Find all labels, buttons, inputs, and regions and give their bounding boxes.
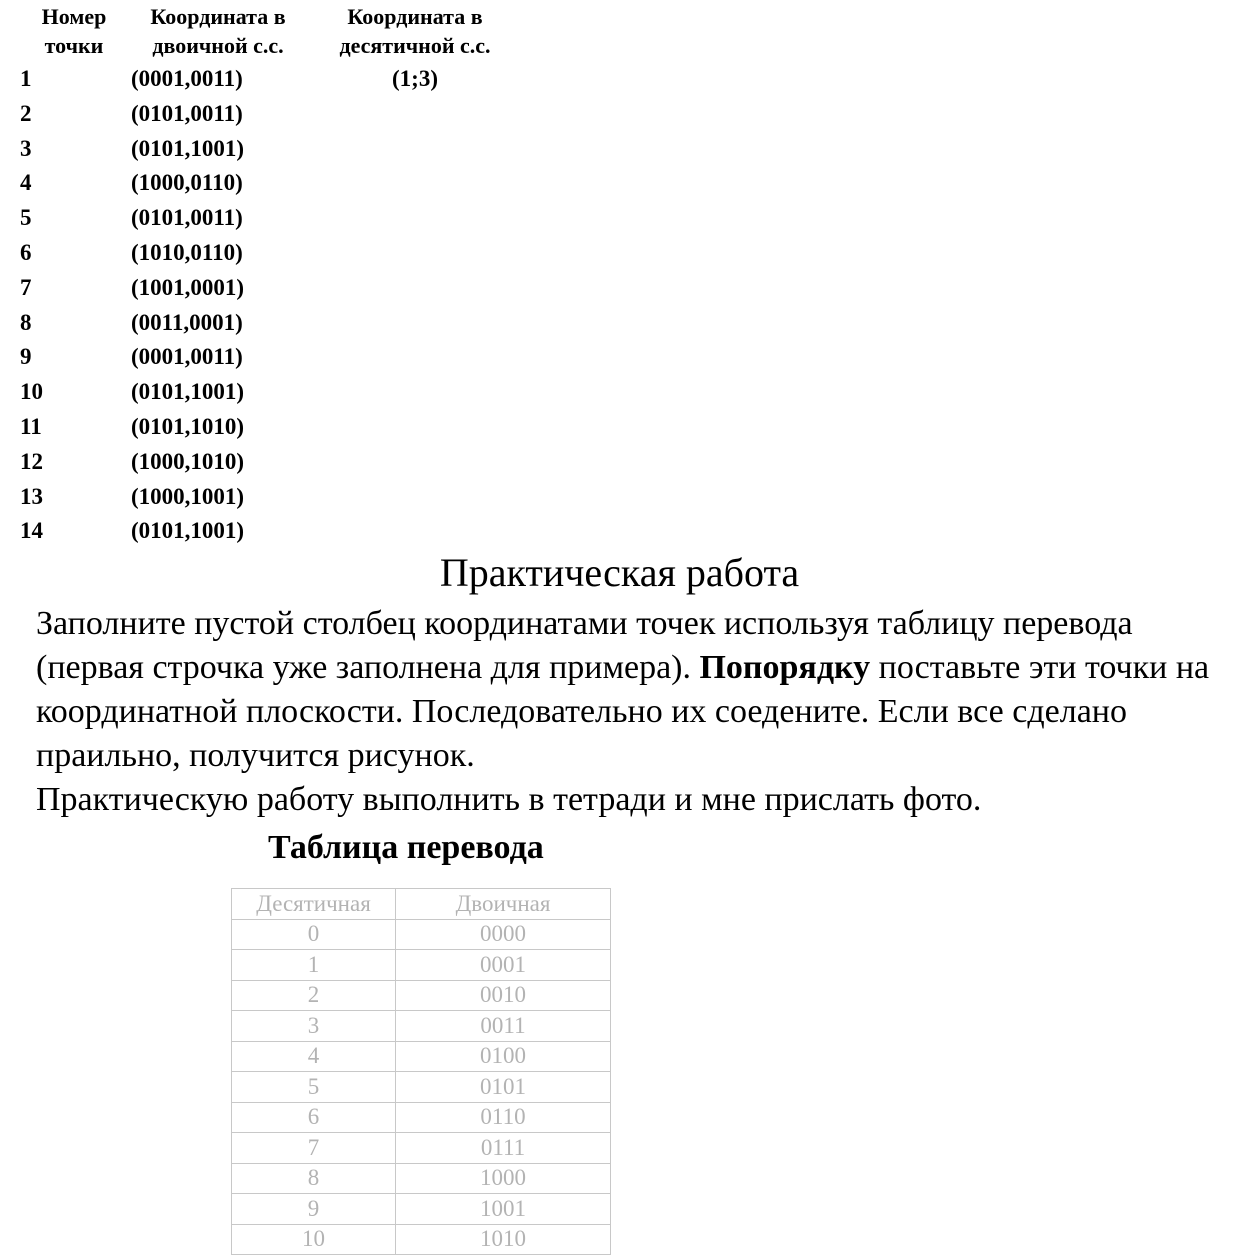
table-row xyxy=(0,410,600,445)
table-row xyxy=(232,1011,611,1042)
binary-coordinate: (1000,1010) xyxy=(131,448,245,474)
point-number: 2 xyxy=(20,100,32,126)
table-row xyxy=(232,1102,611,1133)
decimal-cell: 1 xyxy=(232,950,396,981)
table-row xyxy=(232,1224,611,1255)
point-number: 10 xyxy=(20,379,43,405)
table-row xyxy=(0,480,600,515)
conversion-table-title: Таблица перевода xyxy=(268,829,544,866)
table-row xyxy=(0,201,600,236)
binary-coordinate: (0101,1001) xyxy=(131,379,245,405)
point-number: 8 xyxy=(20,309,32,335)
binary-cell: 0111 xyxy=(396,1133,611,1164)
decimal-cell: 2 xyxy=(232,980,396,1011)
binary-cell: 0010 xyxy=(396,980,611,1011)
table-row xyxy=(232,1041,611,1072)
table-row xyxy=(232,1194,611,1225)
binary-coordinate: (0101,1001) xyxy=(131,518,245,544)
table-row xyxy=(0,271,600,306)
table-row xyxy=(0,340,600,375)
binary-cell: 1000 xyxy=(396,1163,611,1194)
decimal-cell: 8 xyxy=(232,1163,396,1194)
binary-coordinate: (0101,1001) xyxy=(131,135,245,161)
point-number: 14 xyxy=(20,518,43,544)
header-point-number: Номер точки xyxy=(41,4,107,58)
practical-work-title: Практическая работа xyxy=(439,550,800,595)
table-row xyxy=(0,514,600,549)
table-row xyxy=(0,166,600,201)
binary-cell: 0000 xyxy=(396,919,611,950)
header-decimal-coordinate: Координата в десятичной с.с. xyxy=(339,4,491,58)
binary-coordinate: (0101,0011) xyxy=(131,205,243,231)
binary-cell: 0110 xyxy=(396,1102,611,1133)
decimal-cell: 10 xyxy=(232,1224,396,1255)
point-number: 11 xyxy=(20,413,42,439)
decimal-cell: 6 xyxy=(232,1102,396,1133)
point-number: 12 xyxy=(20,448,43,474)
table-row xyxy=(0,375,600,410)
point-number: 13 xyxy=(20,483,43,509)
binary-coordinate: (1000,1001) xyxy=(131,483,245,509)
table-row xyxy=(232,1163,611,1194)
binary-cell: 1010 xyxy=(396,1224,611,1255)
points-table xyxy=(0,62,600,549)
binary-coordinate: (0101,0011) xyxy=(131,100,243,126)
decimal-cell: 5 xyxy=(232,1072,396,1103)
point-number: 3 xyxy=(20,135,32,161)
header-binary-coordinate: Координата в двоичной с.с. xyxy=(150,4,286,58)
header-binary: Двоичная xyxy=(396,889,611,920)
table-row xyxy=(0,62,600,97)
decimal-cell: 7 xyxy=(232,1133,396,1164)
table-row xyxy=(232,919,611,950)
table-row xyxy=(0,132,600,167)
table-row xyxy=(0,97,600,132)
point-number: 4 xyxy=(20,170,32,196)
binary-cell: 0101 xyxy=(396,1072,611,1103)
binary-cell: 1001 xyxy=(396,1194,611,1225)
decimal-cell: 3 xyxy=(232,1011,396,1042)
table-row xyxy=(232,1072,611,1103)
decimal-cell: 4 xyxy=(232,1041,396,1072)
table-row xyxy=(232,950,611,981)
table-row xyxy=(232,1133,611,1164)
point-number: 6 xyxy=(20,239,32,265)
header-decimal: Десятичная xyxy=(232,889,396,920)
point-number: 7 xyxy=(20,274,32,300)
point-number: 1 xyxy=(20,66,32,91)
binary-coordinate: (1000,0110) xyxy=(131,170,243,196)
decimal-cell: 0 xyxy=(232,919,396,950)
conversion-table xyxy=(231,888,611,1255)
table-row xyxy=(0,236,600,271)
decimal-cell: 9 xyxy=(232,1194,396,1225)
table-row xyxy=(232,980,611,1011)
instructions-bold-word: Попорядку xyxy=(699,649,871,686)
binary-coordinate: (1001,0001) xyxy=(131,274,245,300)
table-row xyxy=(0,306,600,341)
binary-coordinate: (0001,0011) xyxy=(131,344,243,370)
binary-cell: 0001 xyxy=(396,950,611,981)
binary-coordinate: (0101,1010) xyxy=(131,413,245,439)
instructions-last-line: Практическую работу выполнить в тетради и мне прислать фото. xyxy=(36,781,982,818)
decimal-coordinate: (1;3) xyxy=(392,66,438,91)
table-header-row xyxy=(232,889,611,920)
point-number: 5 xyxy=(20,205,32,231)
binary-coordinate: (0001,0011) xyxy=(131,66,243,91)
binary-cell: 0100 xyxy=(396,1041,611,1072)
instructions-text xyxy=(36,602,1216,822)
binary-coordinate: (0011,0001) xyxy=(131,309,243,335)
point-number: 9 xyxy=(20,344,32,370)
binary-coordinate: (1010,0110) xyxy=(131,239,243,265)
instructions-paragraph: Заполните пустой столбец координатами точек используя таблицу перевода (первая строчка уже заполнена для примера). Попорядку поставьте эти точки на координатной плоскости. Последовательно их соедените. Если все сделано праильно, получится рисунок. xyxy=(36,605,1210,774)
binary-cell: 0011 xyxy=(396,1011,611,1042)
table-row xyxy=(0,445,600,480)
